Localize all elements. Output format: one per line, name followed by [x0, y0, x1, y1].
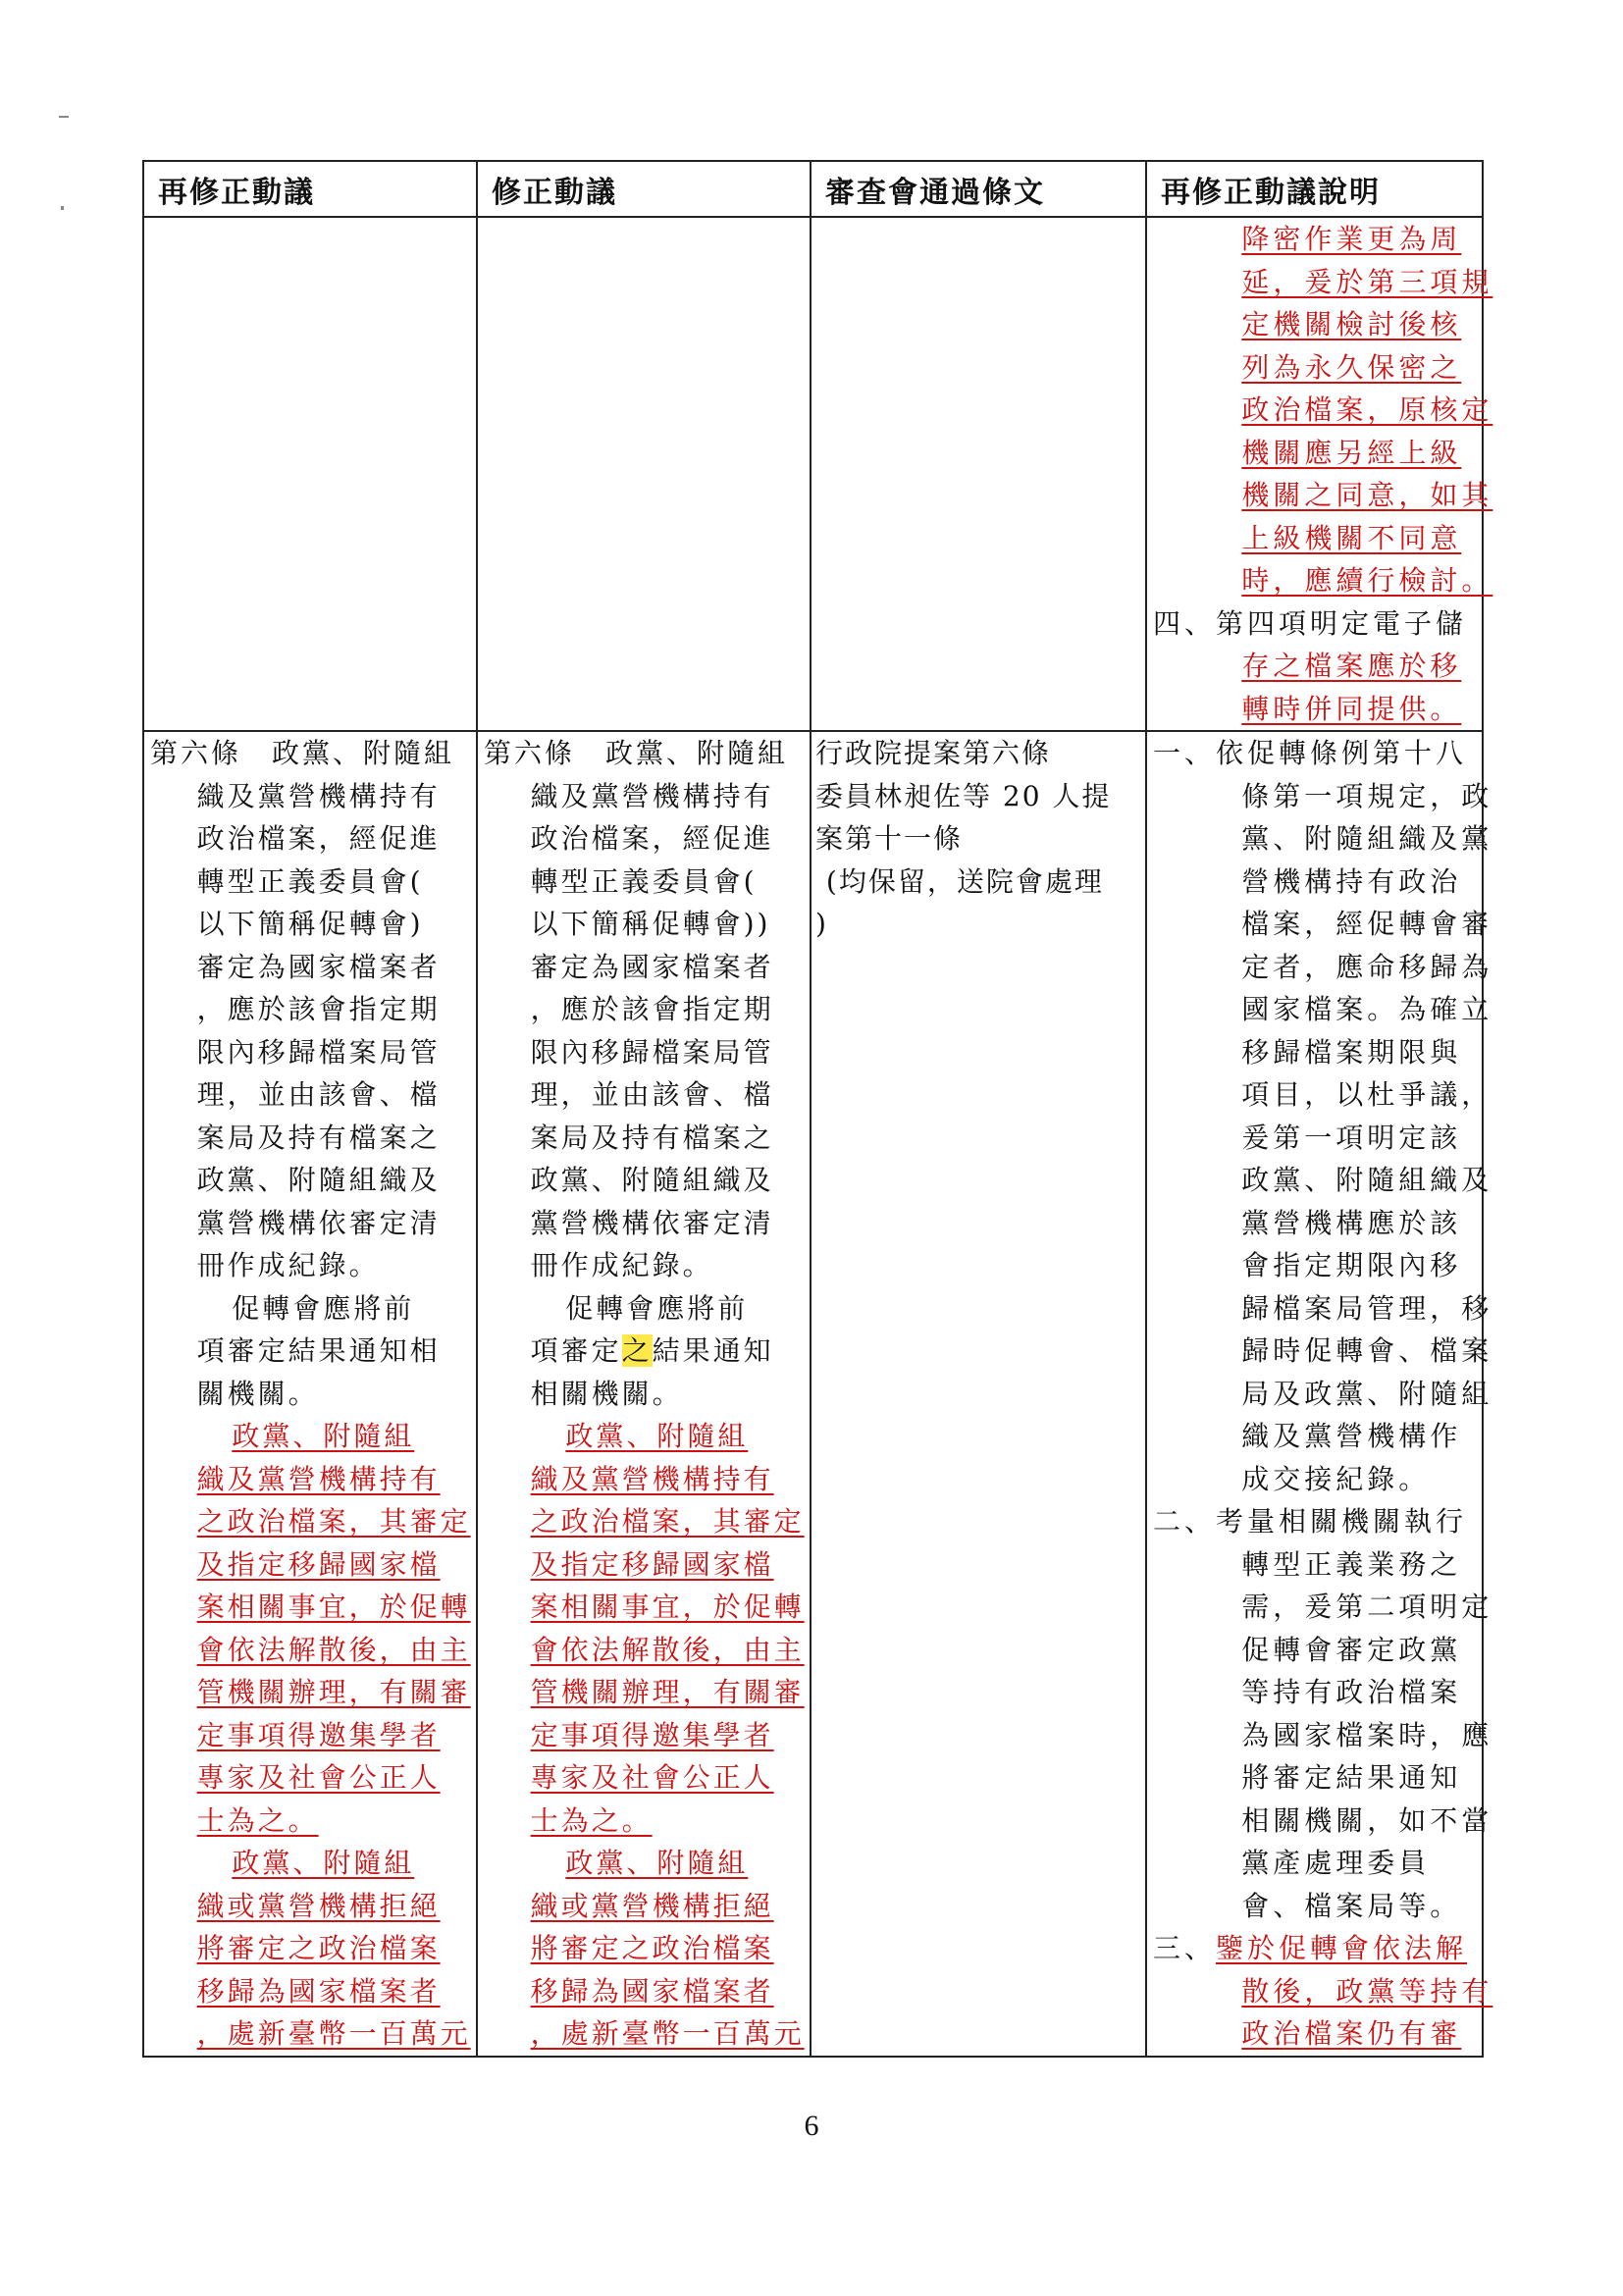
- text-segment: [150, 1804, 319, 1837]
- text-segment: 以下簡稱促轉會)): [484, 908, 771, 940]
- text-segment: 會、檔案局等。: [1153, 1889, 1462, 1922]
- text-line: [1147, 1330, 1493, 1373]
- text-segment: 案第十一條: [815, 822, 964, 855]
- text-line: [144, 1330, 476, 1373]
- text-segment: 相關機關。: [484, 1377, 683, 1410]
- text-line: [478, 1415, 810, 1458]
- text-segment: [484, 1505, 805, 1538]
- text-segment: 委員林昶佐等 20 人提: [815, 779, 1112, 812]
- text-line: [1147, 732, 1482, 775]
- text-line: [1147, 1031, 1482, 1074]
- text-line: [812, 903, 1145, 946]
- committee-text-cell: [811, 731, 1146, 2057]
- text-line: [812, 861, 1145, 904]
- text-line: [1147, 1714, 1493, 1757]
- text-segment: 審定為國家檔案者: [150, 950, 441, 983]
- text-line: [1147, 1415, 1482, 1458]
- text-line: [1147, 1927, 1482, 1970]
- text-line: [478, 1756, 810, 1800]
- text-segment: 黨營機構依審定清: [150, 1206, 441, 1239]
- text-segment: 歸時促轉會、檔案: [1153, 1334, 1493, 1367]
- text-line: [478, 732, 810, 775]
- text-line: [1147, 303, 1482, 346]
- text-segment: 條第一項規定，政: [1153, 779, 1493, 812]
- text-segment: 相關機關，如不當: [1153, 1803, 1493, 1837]
- amended-text: 鑒於促轉會依法解: [1216, 1932, 1468, 1964]
- text-line: [1147, 861, 1482, 904]
- amended-text: 時，應續行檢討。: [1241, 564, 1493, 597]
- text-line: [1147, 1458, 1482, 1501]
- text-segment: [1153, 351, 1461, 384]
- text-segment: 檔案，經促轉會審: [1153, 908, 1493, 940]
- text-segment: [484, 1719, 774, 1751]
- text-segment: 局及政黨、附隨組: [1153, 1377, 1493, 1410]
- text-segment: [150, 1634, 471, 1666]
- text-segment: 項審定: [484, 1334, 622, 1367]
- text-segment: (均保留，送院會處理: [815, 864, 1104, 898]
- text-line: [144, 946, 476, 989]
- text-line: [478, 1885, 810, 1928]
- text-segment: [150, 2017, 471, 2050]
- re-amendment-cell: [143, 731, 477, 2057]
- text-line: [478, 1671, 810, 1714]
- text-line: [144, 1287, 476, 1331]
- amendment-cell: [477, 731, 811, 2057]
- text-line: [144, 1543, 476, 1587]
- text-line: [1147, 903, 1493, 946]
- text-line: [478, 1031, 810, 1074]
- text-segment: [1153, 266, 1492, 298]
- amended-text: 及指定移歸國家檔: [530, 1547, 774, 1581]
- text-segment: [1153, 693, 1461, 725]
- text-segment: 轉型正義委員會(: [150, 864, 424, 898]
- text-segment: 限內移歸檔案局管: [150, 1035, 441, 1069]
- text-segment: 冊作成紀錄。: [150, 1249, 380, 1281]
- text-line: [1147, 645, 1482, 688]
- explanation-cell: [1146, 217, 1493, 731]
- text-segment: 項目，以杜爭議，: [1153, 1078, 1493, 1111]
- text-line: [478, 861, 810, 904]
- text-segment: 營機構持有政治: [1153, 864, 1462, 898]
- text-line: [478, 1159, 810, 1202]
- text-line: [144, 817, 476, 861]
- text-segment: [1153, 393, 1492, 426]
- text-line: [1147, 1543, 1482, 1587]
- text-line: [478, 1287, 810, 1331]
- text-line: [144, 1244, 476, 1287]
- amended-text: 散後，政黨等持有: [1241, 1974, 1493, 2008]
- amended-text: 及指定移歸國家檔: [196, 1547, 441, 1581]
- amended-text: 定事項得邀集學者: [196, 1718, 441, 1751]
- amended-text: 專家及社會公正人: [196, 1761, 441, 1794]
- text-line: [144, 1073, 476, 1117]
- text-line: [812, 775, 1145, 818]
- text-line: [478, 1202, 810, 1245]
- text-segment: 為國家檔案時，應: [1153, 1718, 1493, 1751]
- amended-text: 政黨、附隨組: [565, 1420, 749, 1452]
- text-segment: [1153, 308, 1461, 340]
- text-line: [144, 2012, 476, 2056]
- text-segment: 第六條 政黨、附隨組: [484, 737, 789, 769]
- text-line: [1147, 1373, 1493, 1416]
- text-segment: [1153, 1975, 1492, 2008]
- text-segment: ，應於該會指定期: [484, 993, 774, 1025]
- text-segment: 黨營機構依審定清: [484, 1206, 774, 1239]
- amended-text: 織及黨營機構持有: [196, 1462, 441, 1495]
- text-segment: 限內移歸檔案局管: [484, 1035, 774, 1069]
- text-line: [144, 1373, 476, 1416]
- text-segment: 冊作成紀錄。: [484, 1249, 713, 1281]
- amended-text: ，處新臺幣一百萬元: [196, 2017, 471, 2050]
- text-segment: [150, 1847, 414, 1879]
- text-segment: 四、第四項明定電子儲: [1153, 606, 1468, 640]
- amended-text: 機關之同意，如其: [1241, 479, 1493, 511]
- text-line: [144, 1031, 476, 1074]
- text-line: [478, 946, 810, 989]
- text-line: [1147, 474, 1493, 517]
- text-line: [1147, 1671, 1482, 1714]
- amended-text: 移歸為國家檔案者: [196, 1974, 441, 2008]
- text-line: [478, 1714, 810, 1757]
- text-line: [144, 1159, 476, 1202]
- text-line: [144, 1714, 476, 1757]
- text-segment: [484, 1932, 774, 1964]
- text-segment: 促轉會審定政黨: [1153, 1633, 1462, 1666]
- text-segment: 政黨、附隨組織及: [1153, 1164, 1493, 1196]
- amended-text: 之政治檔案，其審定: [530, 1505, 805, 1538]
- text-segment: 第六條 政黨、附隨組: [150, 737, 455, 769]
- text-segment: [150, 1761, 441, 1794]
- text-segment: 需，爰第二項明定: [1153, 1591, 1493, 1623]
- text-line: [1147, 261, 1493, 304]
- amended-text: 存之檔案應於移: [1241, 650, 1462, 682]
- amended-text: 織或黨營機構拒絕: [196, 1889, 441, 1922]
- text-line: [1147, 775, 1493, 818]
- amended-text: 織或黨營機構拒絕: [530, 1889, 774, 1922]
- text-segment: ，應於該會指定期: [150, 993, 441, 1025]
- text-line: [1147, 1500, 1482, 1543]
- text-segment: [484, 1548, 774, 1581]
- text-line: [1147, 218, 1482, 261]
- amended-text: 將審定之政治檔案: [530, 1932, 774, 1964]
- text-line: [478, 1800, 810, 1843]
- table-row: [143, 217, 1483, 731]
- amended-text: 移歸為國家檔案者: [530, 1974, 774, 2008]
- text-line: [1147, 1159, 1493, 1202]
- text-line: [1147, 946, 1493, 989]
- text-segment: [150, 1676, 471, 1708]
- text-line: [812, 817, 1145, 861]
- text-segment: [150, 1463, 441, 1495]
- text-segment: [150, 1420, 414, 1452]
- amended-text: 政黨、附隨組: [232, 1420, 415, 1452]
- text-line: [144, 1927, 476, 1970]
- text-line: [1147, 602, 1482, 646]
- text-line: [144, 1500, 476, 1543]
- text-segment: [150, 1975, 441, 2008]
- text-segment: [484, 1761, 774, 1794]
- text-line: [478, 775, 810, 818]
- text-segment: [484, 1890, 774, 1922]
- text-line: [1147, 1842, 1482, 1885]
- text-line: [478, 903, 810, 946]
- text-segment: 政黨、附隨組織及: [150, 1164, 441, 1196]
- text-segment: 行政院提案第六條: [815, 737, 1052, 769]
- text-segment: [484, 1804, 653, 1837]
- text-line: [1147, 817, 1493, 861]
- text-line: [144, 1800, 476, 1843]
- text-segment: [150, 1932, 441, 1964]
- text-line: [1147, 346, 1482, 390]
- text-line: [144, 1117, 476, 1160]
- amended-text: 政黨、附隨組: [232, 1847, 415, 1879]
- text-line: [1147, 1586, 1493, 1629]
- document-table: [142, 160, 1493, 2058]
- text-segment: 政治檔案，經促進: [150, 822, 441, 855]
- text-line: [1147, 1073, 1493, 1117]
- text-line: [1147, 1756, 1482, 1800]
- text-line: [1147, 389, 1493, 432]
- text-segment: [1153, 437, 1461, 469]
- header-cell: 再修正動議: [143, 161, 477, 217]
- text-segment: [484, 1420, 748, 1452]
- explanation-cell: [1146, 731, 1493, 2057]
- amended-text: 專家及社會公正人: [530, 1761, 774, 1794]
- empty-cell: [143, 217, 477, 731]
- text-segment: 案局及持有檔案之: [484, 1121, 774, 1154]
- text-segment: 織及黨營機構持有: [150, 779, 441, 812]
- text-segment: 將審定結果通知: [1153, 1761, 1462, 1794]
- text-segment: 會指定期限內移: [1153, 1249, 1462, 1281]
- text-segment: [150, 1591, 471, 1623]
- text-segment: 織及黨營機構作: [1153, 1420, 1462, 1452]
- text-line: [478, 2012, 810, 2056]
- text-segment: 一、依促轉條例第十八: [1153, 737, 1468, 769]
- text-line: [478, 1330, 810, 1373]
- text-line: [1147, 559, 1493, 602]
- amended-text: 上級機關不同意: [1241, 521, 1462, 554]
- amended-text: 轉時併同提供。: [1241, 692, 1462, 725]
- text-segment: [484, 1634, 805, 1666]
- amended-text: 案相關事宜，於促轉: [530, 1591, 805, 1623]
- text-line: [144, 1885, 476, 1928]
- text-segment: [1153, 650, 1461, 682]
- text-segment: 三、: [1153, 1932, 1217, 1964]
- text-line: [144, 775, 476, 818]
- amended-text: ，處新臺幣一百萬元: [530, 2017, 805, 2050]
- text-line: [1147, 1629, 1482, 1672]
- text-segment: 以下簡稱促轉會): [150, 908, 424, 940]
- text-segment: [1153, 2017, 1461, 2050]
- text-segment: [150, 1719, 441, 1751]
- header-cell: 再修正動議說明: [1146, 161, 1483, 217]
- text-line: [478, 1543, 810, 1587]
- amended-text: 管機關辦理，有關審: [530, 1676, 805, 1708]
- text-segment: 歸檔案局管理，移: [1153, 1291, 1493, 1325]
- amended-text: 機關應另經上級: [1241, 436, 1462, 469]
- text-line: [144, 861, 476, 904]
- text-segment: 定者，應命移歸為: [1153, 950, 1493, 983]
- empty-cell: [477, 217, 811, 731]
- text-line: [144, 1202, 476, 1245]
- text-segment: 黨營機構應於該: [1153, 1206, 1462, 1239]
- text-line: [144, 1970, 476, 2013]
- text-line: [1147, 517, 1482, 560]
- text-segment: [1153, 479, 1492, 511]
- amended-text: 政治檔案仍有審: [1241, 2017, 1462, 2050]
- amended-text: 管機關辦理，有關審: [196, 1676, 471, 1708]
- text-line: [478, 1458, 810, 1501]
- text-segment: 項審定結果通知相: [150, 1334, 441, 1367]
- text-line: [478, 1586, 810, 1629]
- amended-text: 延，爰於第三項規: [1241, 265, 1493, 298]
- text-line: [144, 1415, 476, 1458]
- text-line: [478, 1073, 810, 1117]
- text-segment: 理，並由該會、檔: [150, 1078, 441, 1111]
- text-segment: 案局及持有檔案之: [150, 1121, 441, 1154]
- text-segment: [150, 1505, 471, 1538]
- header-cell: 修正動議: [477, 161, 811, 217]
- highlighted-char: 之: [621, 1334, 653, 1367]
- text-segment: 等持有政治檔案: [1153, 1676, 1462, 1708]
- text-line: [478, 1970, 810, 2013]
- text-segment: 移歸檔案期限與: [1153, 1035, 1462, 1069]
- text-segment: 國家檔案。為確立: [1153, 993, 1493, 1025]
- text-segment: 黨、附隨組織及黨: [1153, 822, 1493, 855]
- text-line: [478, 988, 810, 1031]
- amended-text: 織及黨營機構持有: [530, 1462, 774, 1495]
- text-line: [144, 1629, 476, 1672]
- text-line: [478, 1927, 810, 1970]
- text-line: [1147, 1244, 1482, 1287]
- text-line: [478, 1629, 810, 1672]
- empty-cell: [811, 217, 1146, 731]
- header-row: [143, 161, 1483, 217]
- text-line: [144, 988, 476, 1031]
- text-segment: 二、考量相關機關執行: [1153, 1505, 1468, 1538]
- text-segment: [484, 1676, 805, 1708]
- amended-text: 定機關檢討後核: [1241, 308, 1462, 340]
- text-segment: [484, 1847, 748, 1879]
- text-segment: 促轉會應將前: [150, 1291, 415, 1325]
- text-line: [144, 732, 476, 775]
- text-line: [478, 1117, 810, 1160]
- text-segment: [484, 1975, 774, 2008]
- text-segment: [484, 2017, 805, 2050]
- text-line: [144, 1842, 476, 1885]
- text-segment: 爰第一項明定該: [1153, 1121, 1462, 1154]
- text-line: [478, 817, 810, 861]
- amended-text: 會依法解散後，由主: [530, 1633, 805, 1666]
- text-line: [144, 1671, 476, 1714]
- amended-text: 士為之。: [196, 1803, 319, 1837]
- amended-text: 定事項得邀集學者: [530, 1718, 774, 1751]
- text-line: [1147, 1885, 1482, 1928]
- text-segment: 政黨、附隨組織及: [484, 1164, 774, 1196]
- text-line: [478, 1244, 810, 1287]
- text-line: [1147, 432, 1482, 475]
- text-line: [478, 1373, 810, 1416]
- text-segment: 成交接紀錄。: [1153, 1462, 1431, 1495]
- amended-text: 政黨、附隨組: [565, 1847, 749, 1879]
- text-segment: 審定為國家檔案者: [484, 950, 774, 983]
- text-line: [1147, 1287, 1493, 1331]
- amended-text: 士為之。: [530, 1803, 653, 1837]
- text-segment: [150, 1890, 441, 1922]
- text-line: [1147, 1202, 1482, 1245]
- text-segment: ): [815, 908, 828, 940]
- text-line: [1147, 1970, 1493, 2013]
- amended-text: 政治檔案，原核定: [1241, 393, 1493, 426]
- text-segment: 織及黨營機構持有: [484, 779, 774, 812]
- text-segment: [1153, 522, 1461, 554]
- amended-text: 之政治檔案，其審定: [196, 1505, 471, 1538]
- text-segment: [1153, 223, 1461, 255]
- text-segment: 黨產處理委員: [1153, 1847, 1431, 1879]
- text-segment: 結果通知: [652, 1334, 774, 1367]
- text-segment: [484, 1463, 774, 1495]
- header-cell: 審查會通過條文: [811, 161, 1146, 217]
- text-segment: 轉型正義委員會(: [484, 864, 758, 898]
- amended-text: 將審定之政治檔案: [196, 1932, 441, 1964]
- text-segment: 促轉會應將前: [484, 1291, 749, 1325]
- text-segment: 轉型正義業務之: [1153, 1547, 1462, 1581]
- amended-text: 降密作業更為周: [1241, 223, 1462, 255]
- text-line: [144, 903, 476, 946]
- scan-speck: [61, 206, 64, 210]
- text-line: [1147, 1117, 1482, 1160]
- text-line: [144, 1586, 476, 1629]
- text-segment: 政治檔案，經促進: [484, 822, 774, 855]
- scan-speck: [59, 116, 69, 118]
- text-segment: [484, 1591, 805, 1623]
- text-line: [1147, 988, 1493, 1031]
- text-segment: 關機關。: [150, 1377, 319, 1410]
- text-line: [1147, 688, 1482, 731]
- text-line: [144, 1756, 476, 1800]
- text-line: [1147, 1800, 1493, 1843]
- amended-text: 會依法解散後，由主: [196, 1633, 471, 1666]
- text-segment: [1153, 564, 1492, 597]
- text-line: [478, 1500, 810, 1543]
- text-line: [144, 1458, 476, 1501]
- amended-text: 案相關事宜，於促轉: [196, 1591, 471, 1623]
- table-row: [143, 731, 1483, 2057]
- page-number: 6: [804, 2110, 819, 2142]
- text-segment: [150, 1548, 441, 1581]
- text-segment: 理，並由該會、檔: [484, 1078, 774, 1111]
- text-line: [478, 1842, 810, 1885]
- text-line: [1147, 2012, 1482, 2056]
- amended-text: 列為永久保密之: [1241, 350, 1462, 384]
- text-line: [812, 732, 1145, 775]
